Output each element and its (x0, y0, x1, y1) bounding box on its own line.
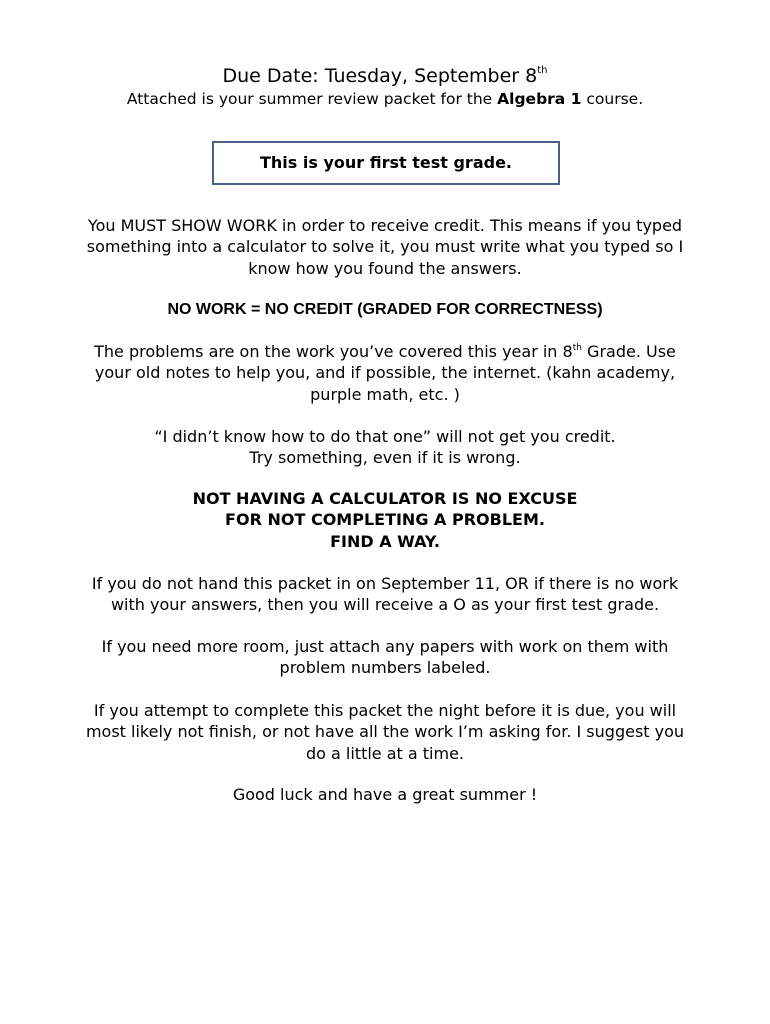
paragraph-line: If you need more room, just attach any papers with work on them with (101, 637, 669, 656)
paragraph-line: your old notes to help you, and if possible, the internet. (kahn academy, (94, 363, 676, 383)
due-date-ordinal: th (537, 65, 548, 76)
paragraph-line: If you attempt to complete this packet the night before it is due, you will (93, 701, 677, 720)
problems-paragraph (40, 341, 730, 405)
problems-text: The problems are on the work you’ve covered this year in 8 (94, 342, 573, 361)
good-luck-line (40, 784, 730, 805)
paragraph-line: know how you found the answers. (248, 258, 522, 278)
no-work-text: NO WORK = NO CREDIT (GRADED FOR CORRECTNESS) (167, 301, 603, 318)
paragraph-line: You MUST SHOW WORK in order to receive credit. This means if you typed (87, 216, 683, 235)
notice-text: This is your first test grade. (260, 153, 512, 172)
paragraph-line: most likely not finish, or not have all the work I’m asking for. I suggest you (85, 722, 685, 742)
calculator-warning (40, 488, 730, 552)
paragraph-line: do a little at a time. (305, 743, 465, 763)
good-luck-text: Good luck and have a great summer ! (232, 785, 538, 804)
warning-line: FIND A WAY. (330, 531, 440, 551)
hand-in-paragraph (40, 573, 730, 616)
warning-line: FOR NOT COMPLETING A PROBLEM. (225, 510, 545, 530)
due-date-heading (40, 64, 730, 88)
due-date-text: Due Date: Tuesday, September 8 (222, 65, 538, 87)
problems-text-end: Grade. Use (581, 342, 676, 361)
paragraph-line: purple math, etc. ) (310, 384, 460, 404)
paragraph-line: problem numbers labeled. (279, 658, 491, 678)
paragraph-line: If you do not hand this packet in on September 11, OR if there is no work (91, 574, 679, 593)
attached-text-end: course. (581, 90, 644, 108)
paragraph-line: with your answers, then you will receive a O as your first test grade. (110, 595, 660, 615)
paragraph-line (40, 341, 730, 362)
first-test-grade-notice-box (212, 141, 560, 185)
paragraph-line: Try something, even if it is wrong. (249, 448, 521, 468)
grade-ordinal: th (572, 343, 582, 353)
quote-paragraph (40, 426, 730, 469)
attached-text: Attached is your summer review packet for the (126, 90, 498, 108)
warning-line: NOT HAVING A CALCULATOR IS NO EXCUSE (192, 489, 578, 508)
paragraph-line: “I didn’t know how to do that one” will not get you credit. (154, 427, 616, 446)
course-name: Algebra 1 (497, 90, 582, 108)
no-work-no-credit-heading (40, 299, 730, 320)
show-work-paragraph (40, 215, 730, 279)
attached-line (40, 89, 730, 110)
more-room-paragraph (40, 636, 730, 679)
paragraph-line: something into a calculator to solve it, you must write what you typed so I (86, 237, 684, 257)
attempt-paragraph (40, 700, 730, 764)
